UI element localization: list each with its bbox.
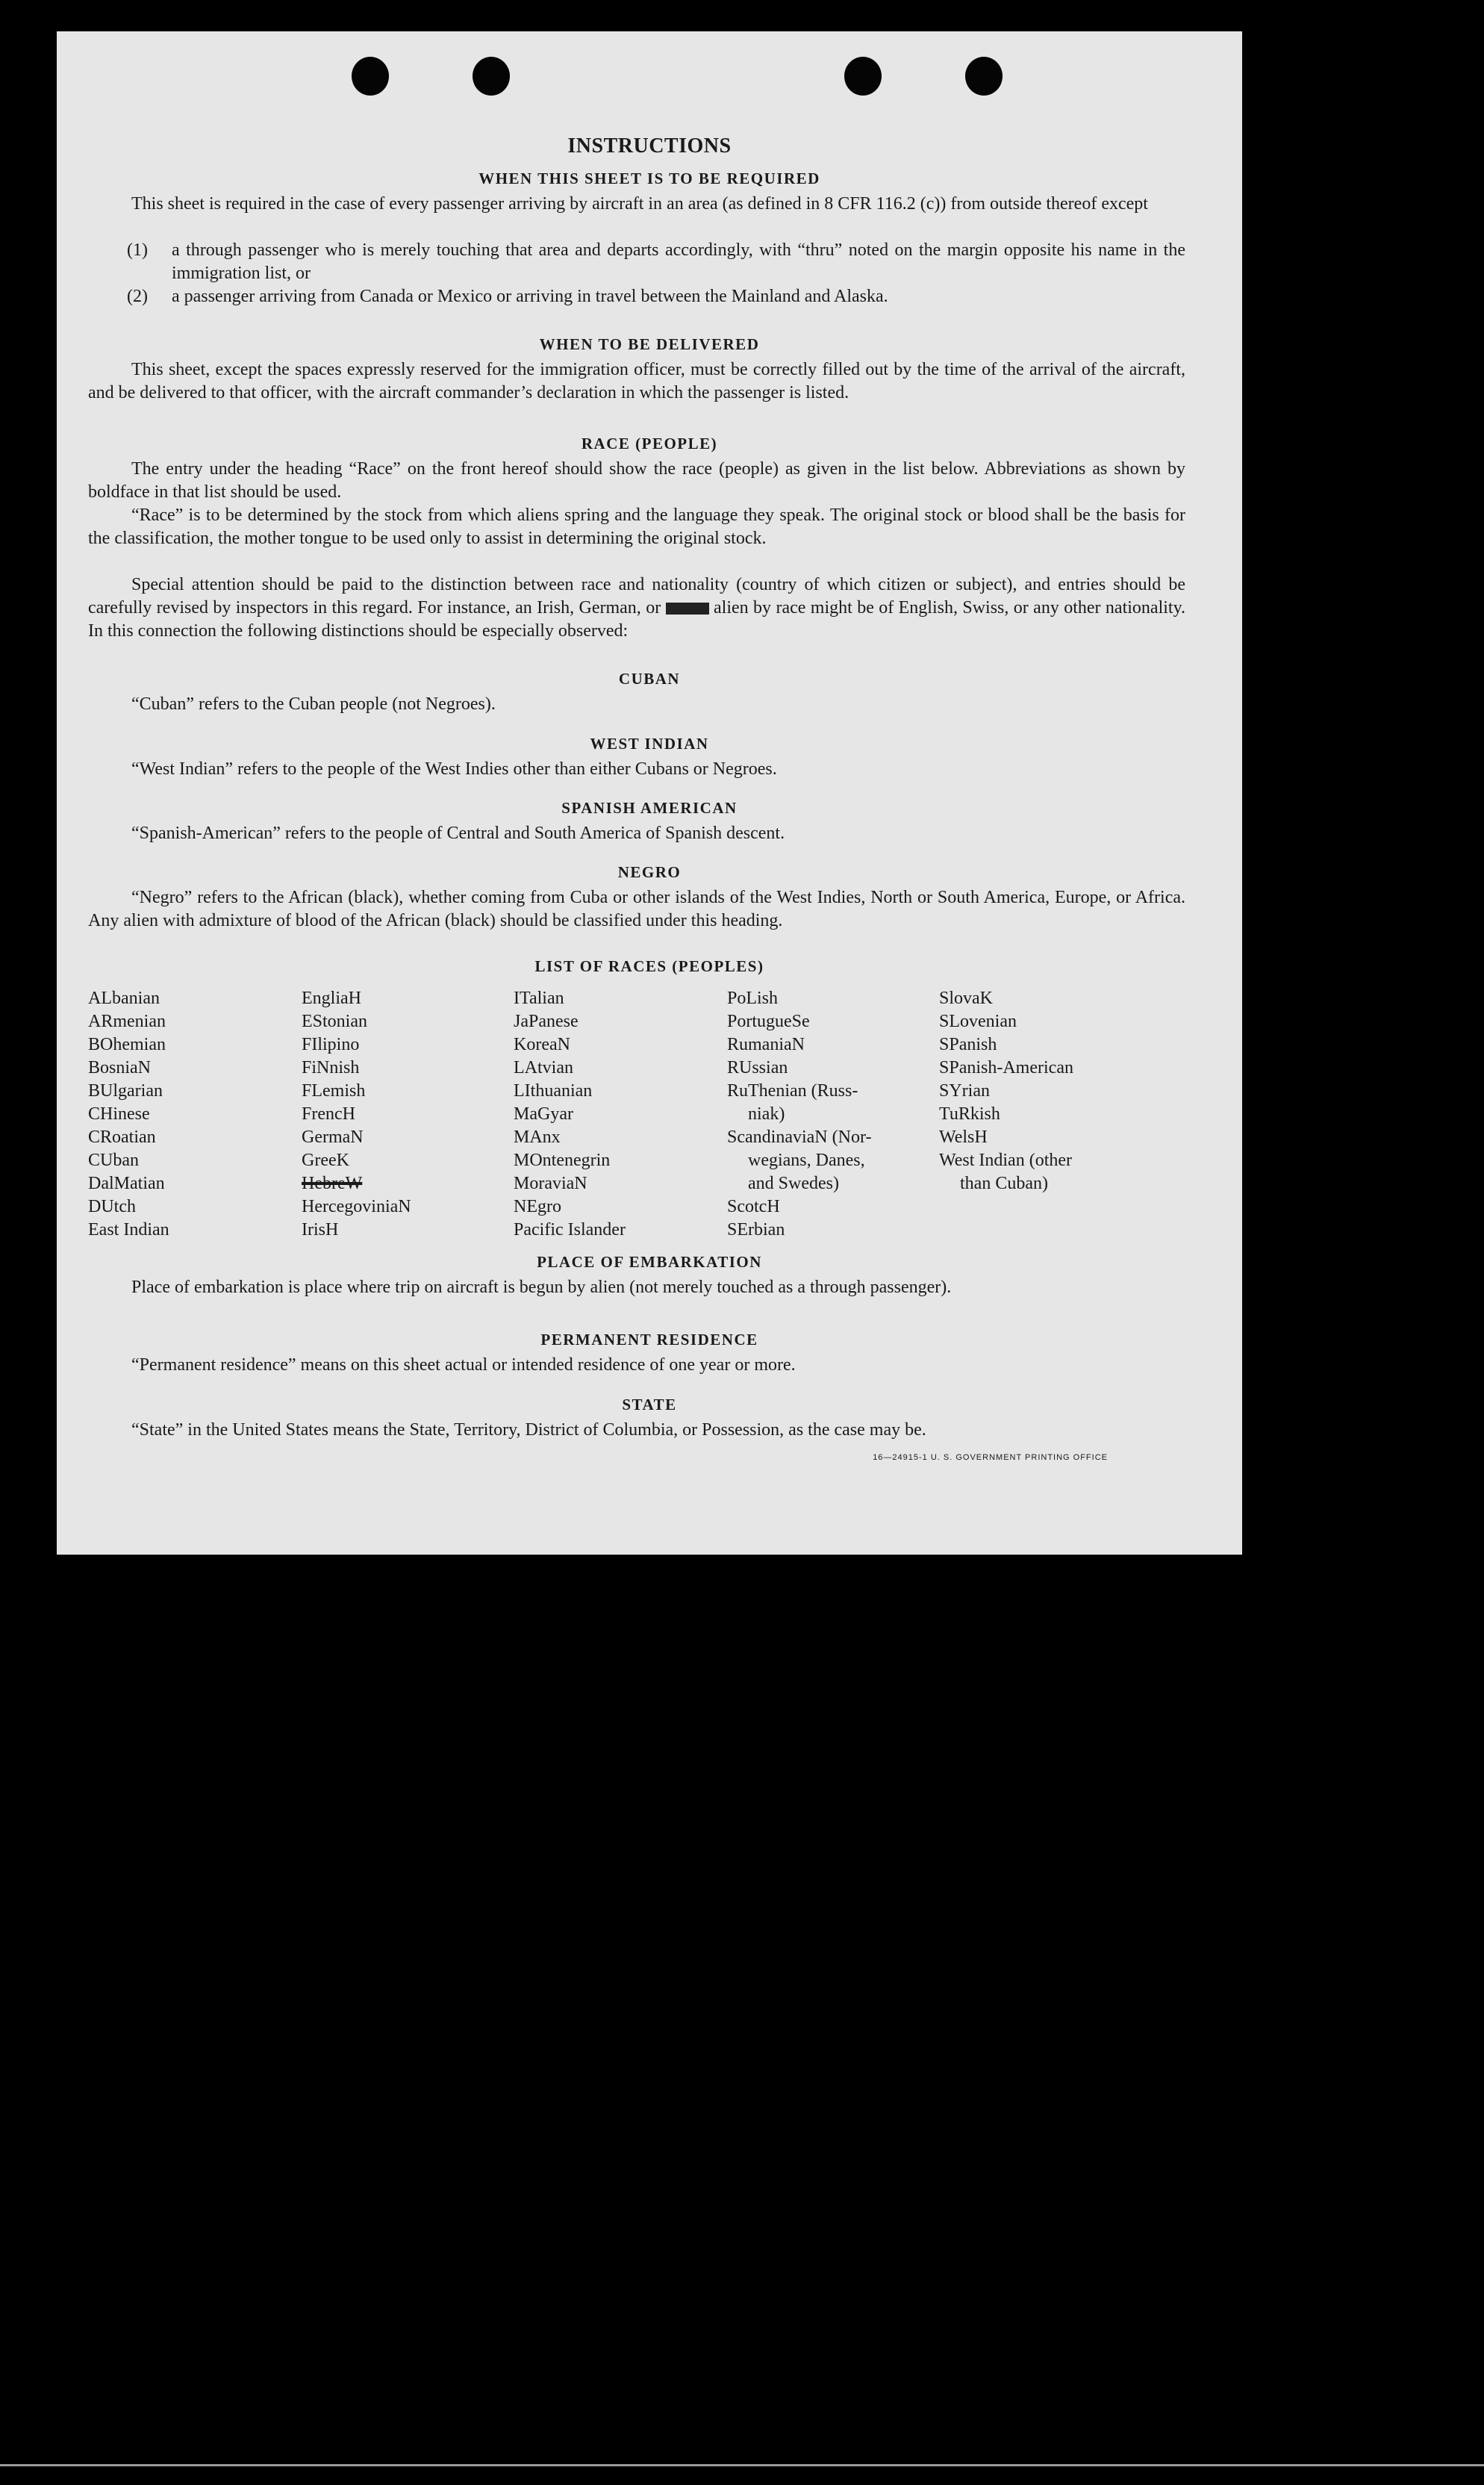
race-entry: EngliaH — [302, 989, 361, 1008]
races-column — [302, 987, 411, 1242]
item-text: a through passenger who is merely touching that area and departs accordingly, with “thru” noted on the margin opposite his name in the immigration list, or — [172, 240, 1185, 283]
race-entry: CHinese — [88, 1104, 150, 1124]
section-heading-spanish-american: SPANISH AMERICAN — [561, 799, 738, 817]
race-entry: BOhemian — [88, 1035, 166, 1054]
scan-edge-line — [0, 2464, 1484, 2466]
race-entry: IrisH — [302, 1220, 339, 1240]
race-entry: WelsH — [939, 1128, 988, 1147]
race-entry: FLemish — [302, 1081, 366, 1101]
section-heading-cuban: CUBAN — [618, 670, 681, 688]
west-indian-text: “West Indian” refers to the people of the West Indies other than either Cubans or Negroes. — [131, 759, 777, 779]
race-entry: HercegoviniaN — [302, 1197, 411, 1216]
race-paragraph-1: The entry under the heading “Race” on the front hereof should show the race (people) as given in the list below. Abbreviations as shown by boldface in that list should be used. — [88, 459, 1185, 502]
punch-hole — [965, 57, 1003, 96]
section-heading-races-list: LIST OF RACES (PEOPLES) — [534, 957, 764, 975]
race-paragraph-3-part-1: Special attention should be paid to the distinction between race and nationality (country of which citizen or subject), and entries should be carefully revised by inspectors in this regard. For instance, an Irish, German, or — [88, 575, 1185, 618]
race-paragraph-3-part-2: alien by race might be of English, Swiss, or any other nationality. In this connection the following distinctions should be especially observed: — [88, 598, 1186, 641]
section-heading-negro: NEGRO — [617, 863, 682, 881]
race-entry: JaPanese — [514, 1012, 579, 1031]
race-entry: EStonian — [302, 1012, 367, 1031]
exception-item-1 — [127, 239, 1185, 285]
races-column — [939, 987, 1073, 1195]
document-page — [57, 31, 1242, 1555]
race-entry: ScotcH — [727, 1197, 780, 1216]
race-entry: NEgro — [514, 1197, 561, 1216]
race-entry: MoraviaN — [514, 1174, 587, 1193]
section-heading-race: RACE (PEOPLE) — [581, 435, 718, 452]
spanish-american-text: “Spanish-American” refers to the people of Central and South America of Spanish descent. — [131, 824, 785, 843]
races-column — [727, 987, 871, 1242]
race-entry: SYrian — [939, 1081, 990, 1101]
race-entry: FIlipino — [302, 1035, 360, 1054]
race-entry: CUban — [88, 1151, 139, 1170]
race-entry: CRoatian — [88, 1128, 156, 1147]
race-entry: Pacific Islander — [514, 1220, 626, 1240]
race-entry: BUlgarian — [88, 1081, 163, 1101]
race-entry: PoLish — [727, 989, 779, 1008]
race-entry: MOntenegrin — [514, 1151, 611, 1170]
exception-item-2 — [127, 285, 1185, 308]
redaction-mark — [666, 603, 709, 615]
race-entry: TuRkish — [939, 1104, 1000, 1124]
race-entry-continued: than Cuban) — [960, 1174, 1048, 1193]
race-entry: LIthuanian — [514, 1081, 593, 1101]
race-entry: BosniaN — [88, 1058, 151, 1077]
race-entry: East Indian — [88, 1220, 169, 1240]
race-entry-continued: and Swedes) — [748, 1174, 839, 1193]
race-entry: ARmenian — [88, 1012, 166, 1031]
page-title: INSTRUCTIONS — [567, 134, 732, 158]
delivered-text: This sheet, except the spaces expressly reserved for the immigration officer, must be correctly filled out by the time of the arrival of the aircraft, and be delivered to that officer, with the aircraft commander’s declaration in which the passenger is listed. — [88, 360, 1185, 402]
cuban-text: “Cuban” refers to the Cuban people (not Negroes). — [131, 694, 496, 714]
item-number: (2) — [127, 287, 148, 306]
race-entry: DUtch — [88, 1197, 136, 1216]
required-intro: This sheet is required in the case of every passenger arriving by aircraft in an area (as defined in 8 CFR 116.2 (c)) from outside thereof except — [131, 194, 1148, 214]
race-entry: RuThenian (Russ- — [727, 1081, 858, 1101]
race-entry: FiNnish — [302, 1058, 360, 1077]
punch-hole — [473, 57, 510, 96]
race-entry: DalMatian — [88, 1174, 165, 1193]
race-entry: ALbanian — [88, 989, 160, 1008]
race-entry: RUssian — [727, 1058, 788, 1077]
race-entry: PortugueSe — [727, 1012, 810, 1031]
item-number: (1) — [127, 240, 148, 260]
race-entry: FrencH — [302, 1104, 355, 1124]
residence-text: “Permanent residence” means on this sheet actual or intended residence of one year or more. — [131, 1355, 796, 1375]
state-text: “State” in the United States means the State, Territory, District of Columbia, or Possession, as the case may be. — [131, 1420, 926, 1440]
race-entry: KoreaN — [514, 1035, 570, 1054]
section-heading-required: WHEN THIS SHEET IS TO BE REQUIRED — [478, 169, 820, 187]
races-column — [88, 987, 169, 1242]
race-entry: West Indian (other — [939, 1151, 1073, 1170]
negro-text: “Negro” refers to the African (black), whether coming from Cuba or other islands of the West Indies, North or South America, Europe, or Africa. Any alien with admixture of blood of the African (black) should be classified under this heading. — [88, 888, 1185, 930]
section-heading-state: STATE — [622, 1396, 677, 1413]
race-entry: GermaN — [302, 1128, 364, 1147]
section-heading-residence: PERMANENT RESIDENCE — [540, 1331, 758, 1349]
race-entry: SPanish-American — [939, 1058, 1073, 1077]
race-entry: SErbian — [727, 1220, 785, 1240]
race-entry-continued: niak) — [748, 1104, 785, 1124]
race-entry: LAtvian — [514, 1058, 573, 1077]
embarkation-text: Place of embarkation is place where trip on aircraft is begun by alien (not merely touched as a through passenger). — [131, 1278, 952, 1297]
race-entry-continued: wegians, Danes, — [748, 1151, 865, 1170]
race-entry: MaGyar — [514, 1104, 573, 1124]
race-entry: SLovenian — [939, 1012, 1017, 1031]
race-entry: SlovaK — [939, 989, 993, 1008]
races-column — [514, 987, 626, 1242]
race-entry: ITalian — [514, 989, 564, 1008]
race-entry: RumaniaN — [727, 1035, 805, 1054]
punch-hole — [352, 57, 389, 96]
race-entry: SPanish — [939, 1035, 997, 1054]
race-entry: ScandinaviaN (Nor- — [727, 1128, 872, 1147]
race-entry: GreeK — [302, 1151, 349, 1170]
race-entry-struck: HebreW — [302, 1174, 363, 1193]
race-paragraph-2: “Race” is to be determined by the stock from which aliens spring and the language they speak. The original stock or blood shall be the basis for the classification, the mother tongue to be used only to assist in determining the original stock. — [88, 506, 1185, 548]
section-heading-embarkation: PLACE OF EMBARKATION — [537, 1253, 762, 1271]
section-heading-west-indian: WEST INDIAN — [590, 735, 709, 753]
section-heading-delivered: WHEN TO BE DELIVERED — [539, 335, 760, 353]
race-paragraph-3 — [88, 573, 1185, 643]
printing-office-footer: 16—24915-1 U. S. GOVERNMENT PRINTING OFFICE — [873, 1453, 1108, 1462]
item-text: a passenger arriving from Canada or Mexico or arriving in travel between the Mainland and Alaska. — [172, 287, 888, 306]
punch-hole — [844, 57, 882, 96]
race-entry: MAnx — [514, 1128, 561, 1147]
